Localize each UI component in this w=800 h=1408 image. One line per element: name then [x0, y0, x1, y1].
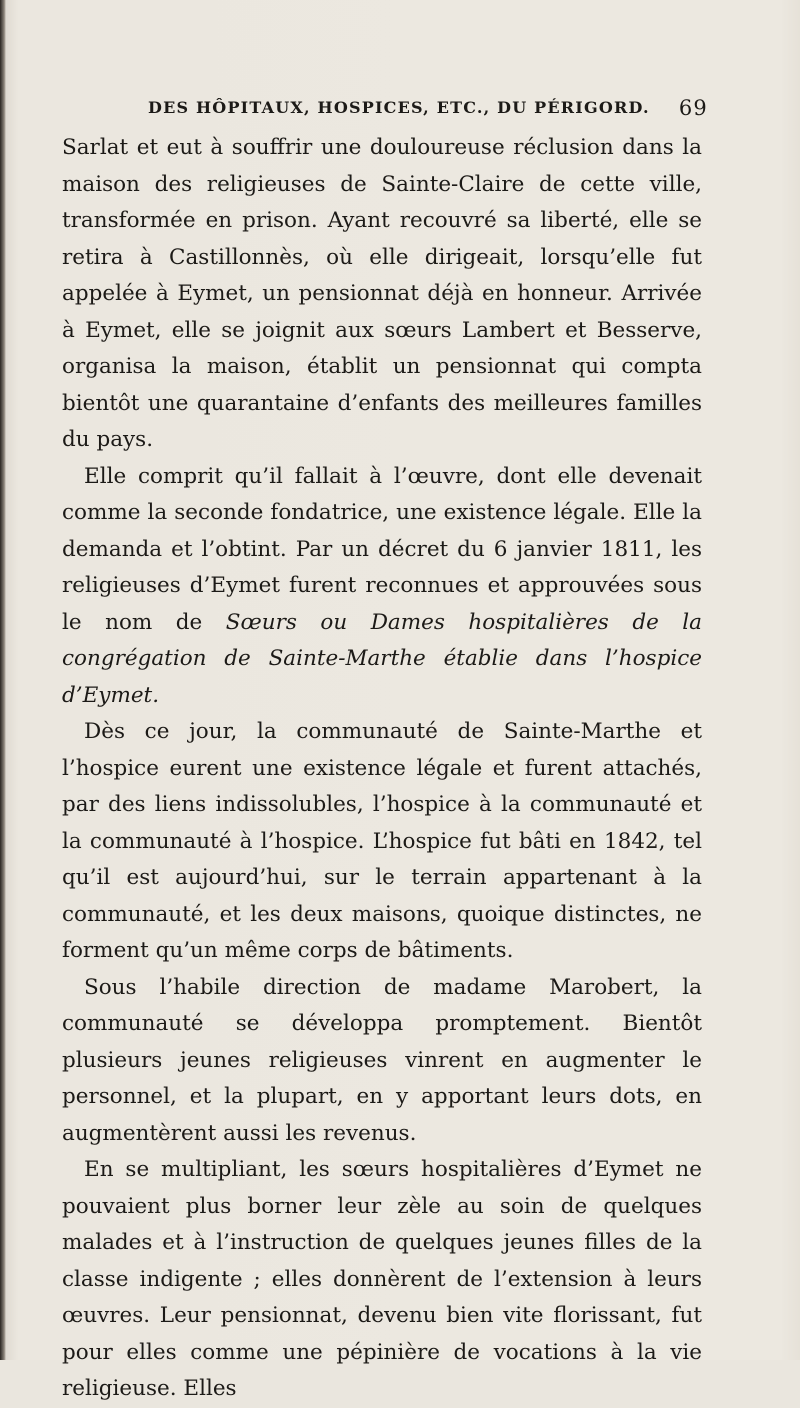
page-number: 69: [678, 96, 708, 120]
book-spine-edge: [0, 0, 6, 1360]
paragraph-2-italic-title: Sœurs ou Dames hospitalières de la congrégation de Sainte-Marthe établie dans l’hospice d’Eymet.: [62, 609, 702, 708]
page-header: [148, 88, 708, 128]
running-head: DES HÔPITAUX, HOSPICES, ETC., DU PÉRIGORD.: [148, 98, 650, 117]
paragraph-5: En se multipliant, les sœurs hospitalières d’Eymet ne pouvaient plus borner leur zèle au soin de quelques malades et à l’instruction de quelques jeunes filles de la classe indigente ; elles donnèrent de l’extension à leurs œuvres. Leur pensionnat, devenu bien vite florissant, fut pour elles comme une pépinière de vocations à la vie religieuse. Elles: [62, 1157, 702, 1401]
paragraph-2: [62, 459, 702, 715]
paragraph-3: Dès ce jour, la communauté de Sainte-Marthe et l’hospice eurent une existence légale et furent attachés, par des liens indissolubles, l’hospice à la communauté et la communauté à l’hospice. L’hospice fut bâti en 1842, tel qu’il est aujourd’hui, sur le terrain appartenant à la communauté, et les deux maisons, quoique distinctes, ne forment qu’un même corps de bâtiments.: [62, 719, 702, 963]
paragraph-1: Sarlat et eut à souffrir une douloureuse réclusion dans la maison des religieuses de Sainte-Claire de cette ville, transformée en prison. Ayant recouvré sa liberté, elle se retira à Castillonnès, où elle dirigeait, lorsqu’elle fut appelée à Eymet, un pensionnat déjà en honneur. Arrivée à Eymet, elle se joignit aux sœurs Lambert et Besserve, organisa la maison, établit un pensionnat qui compta bientôt une quarantaine d’enfants des meilleures familles du pays.: [62, 135, 702, 452]
paragraph-4: Sous l’habile direction de madame Marobert, la communauté se développa promptement. Bientôt plusieurs jeunes religieuses vinrent en augmenter le personnel, et la plupart, en y apportant leurs dots, en augmentèrent aussi les revenus.: [62, 974, 702, 1146]
paragraph-2-text: Elle comprit qu’il fallait à l’œuvre, dont elle devenait comme la seconde fondatrice, une existence légale. Elle la demanda et l’obtint. Par un décret du 6 janvier 1811, les religieuses d’Eymet furent reconnues et approuvées sous le nom de: [62, 463, 702, 635]
body-text: [62, 130, 702, 1408]
